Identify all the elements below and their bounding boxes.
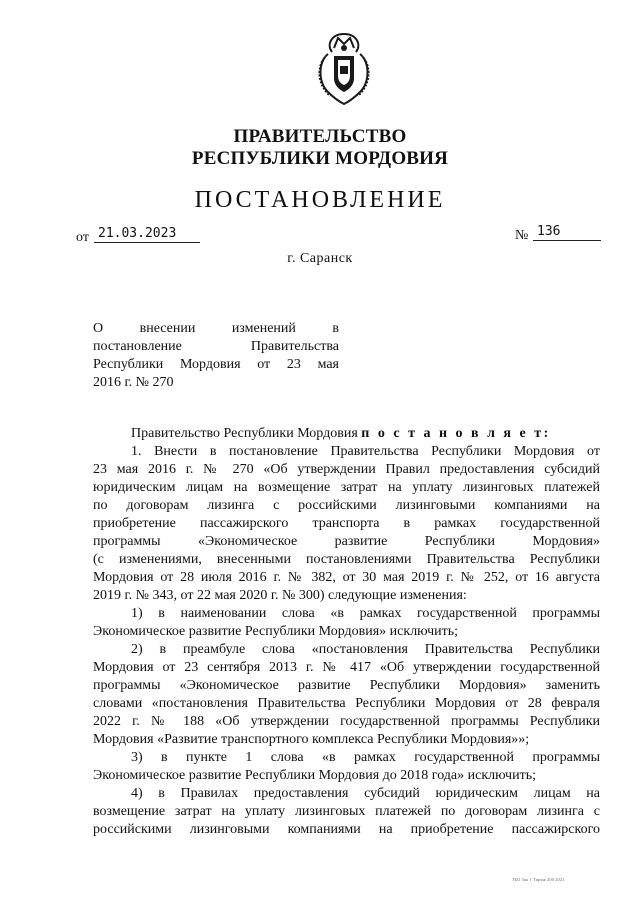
body-line: по договорам лизинга с российскими лизинговыми компаниями на	[93, 498, 600, 513]
body-line: Экономическое развитие Республики Мордовия» исключить;	[93, 624, 459, 639]
body-line: 1) в наименовании слова «в рамках государственной программы	[131, 606, 600, 621]
body-line: юридическим лицам на возмещение затрат на уплату лизинговых платежей	[93, 480, 600, 495]
body-line: 2019 г. № 343, от 22 мая 2020 г. № 300) следующие изменения:	[93, 588, 467, 603]
body-line: 1. Внести в постановление Правительства Республики Мордовия от	[131, 444, 600, 459]
body-line: 4) в Правилах предоставления субсидий юридическим лицам на	[131, 786, 600, 801]
body-line: 2) в преамбуле слова «постановления Правительства Республики	[131, 642, 600, 657]
subject-line: 2016 г. № 270	[93, 375, 174, 390]
document-date: 21.03.2023	[94, 226, 200, 243]
body-line: 3) в пункте 1 слова «в рамках государственной программы	[131, 750, 600, 765]
body-line: программы «Экономическое развитие Республики Мордовия»	[93, 534, 600, 549]
body-line: Экономическое развитие Республики Мордовия до 2018 года» исключить;	[93, 768, 536, 783]
number-prefix: №	[515, 228, 529, 243]
body-line: 2022 г. № 188 «Об утверждении государственной программы Республики	[93, 714, 600, 729]
city: г. Саранск	[287, 251, 353, 266]
body-line: приобретение пассажирского транспорта в рамках государственной	[93, 516, 600, 531]
intro-verb: п о с т а н о в л я е т:	[361, 426, 551, 441]
document-body	[93, 425, 600, 839]
document-subject	[93, 320, 339, 392]
intro-line	[93, 425, 600, 443]
government-title-line2: РЕСПУБЛИКИ МОРДОВИЯ	[191, 148, 449, 169]
body-line: программы «Экономическое развитие Республики Мордовия» заменить	[93, 678, 600, 693]
body-line: Мордовия от 23 сентября 2013 г. № 417 «Об утверждении государственной	[93, 660, 600, 675]
body-line: словами «постановления Правительства Республики Мордовия от 28 февраля	[93, 696, 600, 711]
date-prefix: от	[76, 230, 89, 245]
subject-line: О внесении изменений в	[93, 321, 339, 336]
body-line: Мордовия от 28 июля 2016 г. № 382, от 30 мая 2019 г. № 252, от 16 августа	[93, 570, 600, 585]
document-number: 136	[533, 224, 601, 241]
subject-line: Республики Мордовия от 23 мая	[93, 357, 339, 372]
body-line: (с изменениями, внесенными постановлениями Правительства Республики	[93, 552, 600, 567]
government-title-line1: ПРАВИТЕЛЬСТВО	[233, 126, 407, 147]
subject-line: постановление Правительства	[93, 339, 339, 354]
body-line: российскими лизинговыми компаниями на приобретение пассажирского	[93, 822, 600, 837]
coat-of-arms-emblem	[312, 28, 376, 108]
body-line: возмещение затрат на уплату лизинговых платежей по договорам лизинга с	[93, 804, 600, 819]
document-type: ПОСТАНОВЛЕНИЕ	[194, 187, 446, 213]
intro-text: Правительство Республики Мордовия	[131, 426, 362, 441]
body-line: Мордовия «Развитие транспортного комплекса Республики Мордовия»»;	[93, 732, 530, 747]
print-footer: ТБО Зак 1 Тираж 200 2021	[512, 877, 565, 882]
body-line: 23 мая 2016 г. № 270 «Об утверждении Правил предоставления субсидий	[93, 462, 600, 477]
